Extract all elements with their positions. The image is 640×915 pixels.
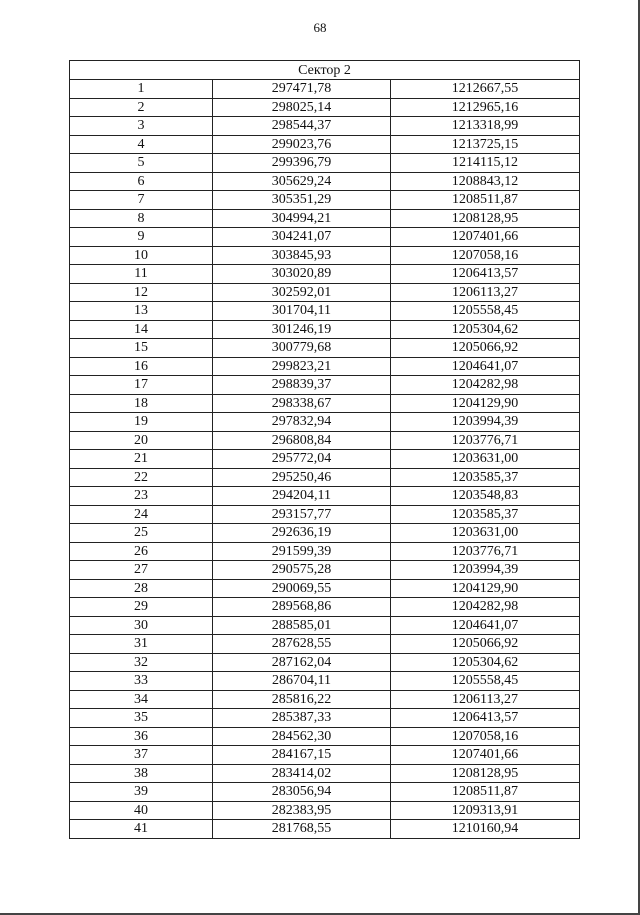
point-number-cell: 16 <box>70 357 213 376</box>
point-number-cell: 23 <box>70 487 213 506</box>
coordinate-y-cell: 1203994,39 <box>391 413 580 432</box>
coordinate-y-cell: 1203631,00 <box>391 524 580 543</box>
coordinate-y-cell: 1206413,57 <box>391 709 580 728</box>
table-row <box>70 320 580 339</box>
coordinate-y-cell: 1207401,66 <box>391 746 580 765</box>
point-number-cell: 40 <box>70 801 213 820</box>
point-number-cell: 35 <box>70 709 213 728</box>
coordinate-x-cell: 305351,29 <box>213 191 391 210</box>
table-row <box>70 468 580 487</box>
coordinate-y-cell: 1208128,95 <box>391 209 580 228</box>
table-row <box>70 561 580 580</box>
table-row <box>70 690 580 709</box>
point-number-cell: 33 <box>70 672 213 691</box>
coordinate-x-cell: 290575,28 <box>213 561 391 580</box>
point-number-cell: 9 <box>70 228 213 247</box>
point-number-cell: 20 <box>70 431 213 450</box>
coordinate-y-cell: 1205066,92 <box>391 339 580 358</box>
table-row <box>70 209 580 228</box>
coordinate-x-cell: 282383,95 <box>213 801 391 820</box>
coordinate-x-cell: 297832,94 <box>213 413 391 432</box>
table-row <box>70 302 580 321</box>
coordinate-x-cell: 293157,77 <box>213 505 391 524</box>
coordinate-x-cell: 304241,07 <box>213 228 391 247</box>
coordinate-x-cell: 284562,30 <box>213 727 391 746</box>
table-row <box>70 431 580 450</box>
coordinate-y-cell: 1205066,92 <box>391 635 580 654</box>
coordinate-x-cell: 291599,39 <box>213 542 391 561</box>
coordinate-x-cell: 283056,94 <box>213 783 391 802</box>
coordinate-x-cell: 298025,14 <box>213 98 391 117</box>
coordinate-y-cell: 1205558,45 <box>391 672 580 691</box>
point-number-cell: 8 <box>70 209 213 228</box>
coordinate-x-cell: 303020,89 <box>213 265 391 284</box>
table-row <box>70 191 580 210</box>
coordinate-x-cell: 294204,11 <box>213 487 391 506</box>
point-number-cell: 13 <box>70 302 213 321</box>
coordinate-x-cell: 301246,19 <box>213 320 391 339</box>
table-row <box>70 801 580 820</box>
coordinate-x-cell: 304994,21 <box>213 209 391 228</box>
point-number-cell: 28 <box>70 579 213 598</box>
point-number-cell: 26 <box>70 542 213 561</box>
point-number-cell: 32 <box>70 653 213 672</box>
table-row <box>70 172 580 191</box>
coordinate-y-cell: 1204641,07 <box>391 357 580 376</box>
coordinate-x-cell: 302592,01 <box>213 283 391 302</box>
coordinate-y-cell: 1207058,16 <box>391 727 580 746</box>
point-number-cell: 29 <box>70 598 213 617</box>
coordinate-y-cell: 1203631,00 <box>391 450 580 469</box>
coordinate-x-cell: 298544,37 <box>213 117 391 136</box>
coordinate-x-cell: 292636,19 <box>213 524 391 543</box>
table-row <box>70 265 580 284</box>
coordinate-x-cell: 287162,04 <box>213 653 391 672</box>
table-row <box>70 394 580 413</box>
point-number-cell: 25 <box>70 524 213 543</box>
table-row <box>70 450 580 469</box>
coordinate-y-cell: 1204129,90 <box>391 394 580 413</box>
point-number-cell: 31 <box>70 635 213 654</box>
table-row <box>70 579 580 598</box>
point-number-cell: 34 <box>70 690 213 709</box>
table-row <box>70 376 580 395</box>
coordinate-x-cell: 299023,76 <box>213 135 391 154</box>
table-row <box>70 357 580 376</box>
coordinate-x-cell: 299396,79 <box>213 154 391 173</box>
coordinate-x-cell: 285387,33 <box>213 709 391 728</box>
coordinate-y-cell: 1203776,71 <box>391 431 580 450</box>
coordinate-y-cell: 1203585,37 <box>391 468 580 487</box>
coordinate-y-cell: 1205304,62 <box>391 320 580 339</box>
coordinate-y-cell: 1203585,37 <box>391 505 580 524</box>
coordinate-y-cell: 1212667,55 <box>391 80 580 99</box>
coordinate-x-cell: 283414,02 <box>213 764 391 783</box>
table-row <box>70 672 580 691</box>
point-number-cell: 1 <box>70 80 213 99</box>
sector-header-row <box>70 61 580 80</box>
coordinate-x-cell: 287628,55 <box>213 635 391 654</box>
point-number-cell: 6 <box>70 172 213 191</box>
table-row <box>70 542 580 561</box>
coordinate-y-cell: 1209313,91 <box>391 801 580 820</box>
coordinate-y-cell: 1206113,27 <box>391 690 580 709</box>
table-row <box>70 246 580 265</box>
point-number-cell: 39 <box>70 783 213 802</box>
coordinate-y-cell: 1203548,83 <box>391 487 580 506</box>
point-number-cell: 12 <box>70 283 213 302</box>
point-number-cell: 10 <box>70 246 213 265</box>
table-row <box>70 783 580 802</box>
table-row <box>70 524 580 543</box>
table-row <box>70 339 580 358</box>
point-number-cell: 36 <box>70 727 213 746</box>
table-row <box>70 135 580 154</box>
table-row <box>70 413 580 432</box>
table-row <box>70 154 580 173</box>
point-number-cell: 24 <box>70 505 213 524</box>
table-body <box>70 80 580 839</box>
point-number-cell: 7 <box>70 191 213 210</box>
coordinate-y-cell: 1212965,16 <box>391 98 580 117</box>
coordinate-y-cell: 1204641,07 <box>391 616 580 635</box>
point-number-cell: 22 <box>70 468 213 487</box>
coordinate-y-cell: 1204129,90 <box>391 579 580 598</box>
table-row <box>70 505 580 524</box>
coordinate-x-cell: 298839,37 <box>213 376 391 395</box>
coordinate-y-cell: 1203776,71 <box>391 542 580 561</box>
coordinate-y-cell: 1208843,12 <box>391 172 580 191</box>
coordinate-y-cell: 1204282,98 <box>391 598 580 617</box>
coordinate-y-cell: 1205304,62 <box>391 653 580 672</box>
point-number-cell: 2 <box>70 98 213 117</box>
coordinate-x-cell: 296808,84 <box>213 431 391 450</box>
coordinate-y-cell: 1213318,99 <box>391 117 580 136</box>
coordinate-x-cell: 285816,22 <box>213 690 391 709</box>
coordinate-y-cell: 1214115,12 <box>391 154 580 173</box>
table-row <box>70 228 580 247</box>
coordinate-x-cell: 290069,55 <box>213 579 391 598</box>
table-row <box>70 616 580 635</box>
coordinate-y-cell: 1208511,87 <box>391 191 580 210</box>
table-row <box>70 764 580 783</box>
coordinate-y-cell: 1205558,45 <box>391 302 580 321</box>
point-number-cell: 14 <box>70 320 213 339</box>
coordinate-x-cell: 303845,93 <box>213 246 391 265</box>
coordinate-x-cell: 305629,24 <box>213 172 391 191</box>
coordinate-x-cell: 299823,21 <box>213 357 391 376</box>
coordinate-x-cell: 281768,55 <box>213 820 391 839</box>
sector-title: Сектор 2 <box>70 61 580 80</box>
coordinates-table <box>69 60 580 839</box>
coordinate-x-cell: 300779,68 <box>213 339 391 358</box>
point-number-cell: 27 <box>70 561 213 580</box>
table-row <box>70 709 580 728</box>
point-number-cell: 30 <box>70 616 213 635</box>
coordinate-y-cell: 1210160,94 <box>391 820 580 839</box>
coordinate-x-cell: 298338,67 <box>213 394 391 413</box>
table-row <box>70 820 580 839</box>
coordinate-x-cell: 288585,01 <box>213 616 391 635</box>
point-number-cell: 17 <box>70 376 213 395</box>
point-number-cell: 37 <box>70 746 213 765</box>
page-number: 68 <box>313 20 327 35</box>
coordinate-y-cell: 1207401,66 <box>391 228 580 247</box>
table-row <box>70 653 580 672</box>
coordinate-x-cell: 301704,11 <box>213 302 391 321</box>
point-number-cell: 11 <box>70 265 213 284</box>
coordinate-x-cell: 297471,78 <box>213 80 391 99</box>
point-number-cell: 3 <box>70 117 213 136</box>
coordinate-y-cell: 1204282,98 <box>391 376 580 395</box>
point-number-cell: 21 <box>70 450 213 469</box>
table-row <box>70 487 580 506</box>
coordinate-y-cell: 1213725,15 <box>391 135 580 154</box>
table-row <box>70 598 580 617</box>
coordinate-y-cell: 1208511,87 <box>391 783 580 802</box>
coordinate-y-cell: 1208128,95 <box>391 764 580 783</box>
table-row <box>70 117 580 136</box>
table-row <box>70 746 580 765</box>
table-row <box>70 635 580 654</box>
table-row <box>70 727 580 746</box>
point-number-cell: 18 <box>70 394 213 413</box>
point-number-cell: 41 <box>70 820 213 839</box>
coordinate-y-cell: 1203994,39 <box>391 561 580 580</box>
table-row <box>70 283 580 302</box>
coordinate-y-cell: 1207058,16 <box>391 246 580 265</box>
coordinate-x-cell: 286704,11 <box>213 672 391 691</box>
point-number-cell: 4 <box>70 135 213 154</box>
table-row <box>70 80 580 99</box>
coordinate-x-cell: 295772,04 <box>213 450 391 469</box>
coordinate-x-cell: 289568,86 <box>213 598 391 617</box>
coordinate-x-cell: 295250,46 <box>213 468 391 487</box>
table-row <box>70 98 580 117</box>
point-number-cell: 15 <box>70 339 213 358</box>
point-number-cell: 38 <box>70 764 213 783</box>
point-number-cell: 19 <box>70 413 213 432</box>
coordinate-y-cell: 1206413,57 <box>391 265 580 284</box>
coordinate-y-cell: 1206113,27 <box>391 283 580 302</box>
point-number-cell: 5 <box>70 154 213 173</box>
coordinates-table-container <box>69 60 579 839</box>
coordinate-x-cell: 284167,15 <box>213 746 391 765</box>
